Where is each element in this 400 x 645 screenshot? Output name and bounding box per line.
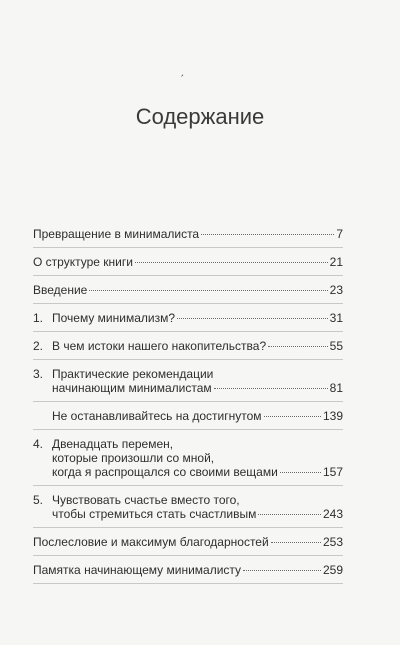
- toc-entry-number: 4.: [33, 437, 44, 451]
- toc-entry-title: Памятка начинающему минималисту: [33, 563, 242, 577]
- toc-divider: [33, 555, 343, 556]
- toc-entry-title: начинающим минималистам: [52, 381, 212, 395]
- toc-entry-page: 31: [329, 311, 343, 325]
- toc-entry-number: 2.: [33, 339, 44, 353]
- toc-entry[interactable]: [33, 563, 343, 577]
- toc-entry-number: 3.: [33, 367, 44, 381]
- toc-divider: [33, 303, 343, 304]
- toc-divider: [33, 275, 343, 276]
- toc-entry[interactable]: [33, 255, 343, 269]
- toc-entry-page: 7: [336, 227, 343, 241]
- toc-entry-title: Не останавливайтесь на достигнутом: [52, 409, 262, 423]
- toc-leader-dots: [135, 262, 328, 263]
- header-mark: ˊ: [180, 72, 185, 87]
- toc-leader-dots: [243, 570, 321, 571]
- toc-leader-dots: [214, 388, 328, 389]
- toc-divider: [33, 359, 343, 360]
- toc-entry-title: Введение: [33, 283, 88, 297]
- toc-entry[interactable]: [33, 227, 343, 241]
- toc-entry-title: Почему минимализм?: [52, 311, 176, 325]
- toc-entry-page: 259: [322, 563, 343, 577]
- table-of-contents: [33, 227, 343, 591]
- toc-divider: [33, 583, 343, 584]
- toc-entry-page: 157: [322, 465, 343, 479]
- toc-entry[interactable]: [33, 493, 343, 521]
- toc-entry-title-line: Практические рекомендации: [52, 367, 214, 381]
- toc-entry[interactable]: [33, 311, 343, 325]
- toc-divider: [33, 527, 343, 528]
- toc-entry[interactable]: [33, 437, 343, 479]
- toc-entry[interactable]: [33, 535, 343, 549]
- toc-divider: [33, 485, 343, 486]
- toc-entry-title-line: Двенадцать перемен,: [52, 437, 174, 451]
- toc-entry-title: чтобы стремиться стать счастливым: [52, 507, 257, 521]
- toc-divider: [33, 429, 343, 430]
- toc-entry-page: 253: [322, 535, 343, 549]
- toc-divider: [33, 331, 343, 332]
- toc-entry-title: когда я распрощался со своими вещами: [52, 465, 278, 479]
- toc-entry-page: 23: [329, 283, 343, 297]
- toc-entry-page: 81: [329, 381, 343, 395]
- toc-leader-dots: [280, 472, 321, 473]
- toc-entry-title: Послесловие и максимум благодарностей: [33, 535, 269, 549]
- toc-entry-title: Превращение в минималиста: [33, 227, 200, 241]
- toc-subentry[interactable]: [33, 409, 343, 423]
- page-title: Содержание: [135, 104, 265, 129]
- toc-entry[interactable]: [33, 283, 343, 297]
- toc-entry-number: 1.: [33, 311, 44, 325]
- toc-entry-title-line: которые произошли со мной,: [52, 451, 215, 465]
- toc-leader-dots: [271, 542, 321, 543]
- toc-leader-dots: [89, 290, 327, 291]
- toc-entry-number: 5.: [33, 493, 44, 507]
- toc-leader-dots: [177, 318, 328, 319]
- toc-entry-page: 243: [322, 507, 343, 521]
- toc-entry-title: О структуре книги: [33, 255, 133, 269]
- toc-entry[interactable]: [33, 367, 343, 395]
- toc-entry-page: 21: [329, 255, 343, 269]
- toc-leader-dots: [264, 416, 321, 417]
- toc-leader-dots: [258, 514, 321, 515]
- toc-leader-dots: [201, 234, 334, 235]
- toc-entry-page: 139: [322, 409, 343, 423]
- toc-entry-title: В чем истоки нашего накопительства?: [52, 339, 267, 353]
- toc-leader-dots: [268, 346, 328, 347]
- toc-divider: [33, 247, 343, 248]
- toc-entry[interactable]: [33, 339, 343, 353]
- toc-entry-title-line: Чувствовать счастье вместо того,: [52, 493, 240, 507]
- toc-divider: [33, 401, 343, 402]
- toc-entry-page: 55: [329, 339, 343, 353]
